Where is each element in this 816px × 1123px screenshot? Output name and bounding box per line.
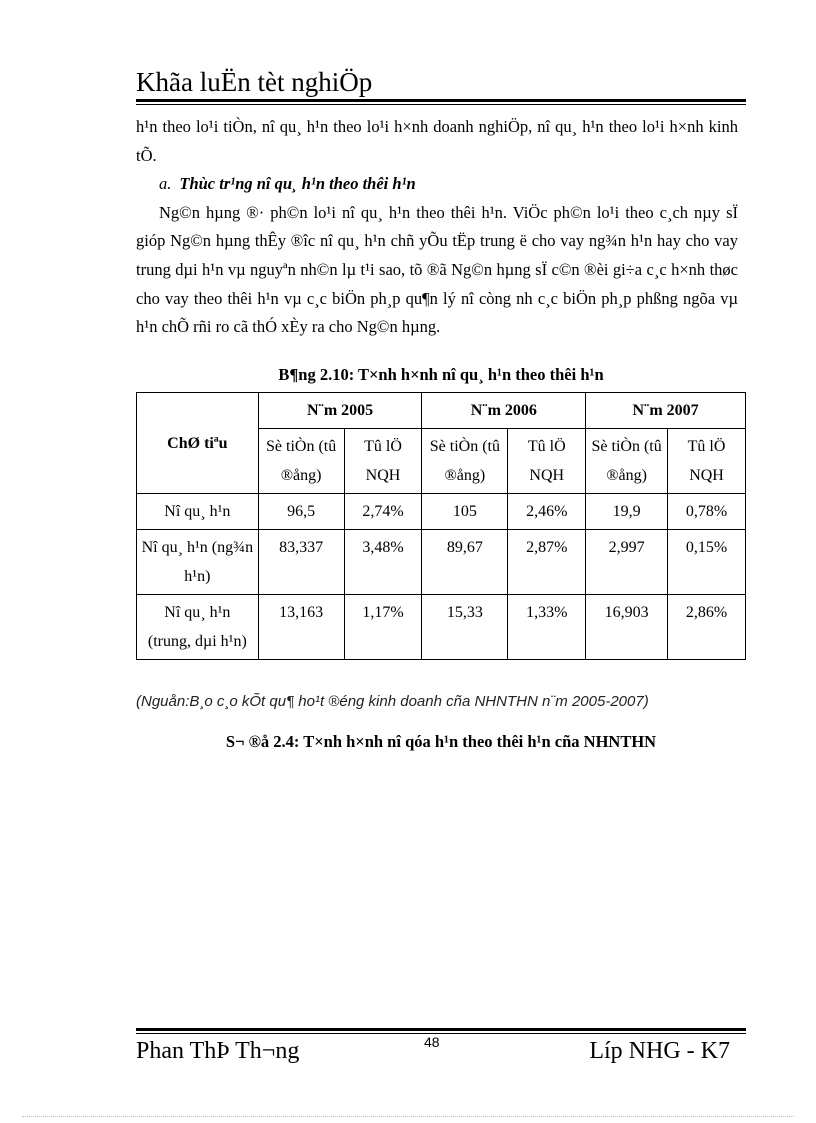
section-marker: a.: [159, 174, 172, 194]
page-edge-divider: [22, 1116, 794, 1117]
overdue-debt-table: [136, 392, 746, 660]
footer-rule-thick: [136, 1028, 746, 1031]
year-header: N¨m 2006: [422, 393, 586, 429]
footer-class: Líp NHG - K7: [589, 1038, 730, 1064]
table-cell: 0,15%: [668, 530, 746, 595]
header-rule-thick: [136, 99, 746, 102]
sub-header-ratio: Tû lÖ NQH: [344, 429, 422, 494]
row-label: Nî qu¸ h¹n (trung, dµi h¹n): [137, 595, 259, 660]
section-heading-text: Thùc tr¹ng nî qu¸ h¹n theo thêi h¹n: [179, 174, 416, 194]
chart-title: S¬ ®å 2.4: T×nh h×nh nî qóa h¹n theo thêi h¹n cña NHNTHN: [225, 732, 657, 751]
table-cell: 16,903: [586, 595, 668, 660]
footer-author: Phan ThÞ Th¬ng: [136, 1038, 300, 1064]
table-cell: 2,87%: [508, 530, 586, 595]
table-row: [137, 530, 746, 595]
table-cell: 2,46%: [508, 494, 586, 530]
table-cell: 3,48%: [344, 530, 422, 595]
table-cell: 13,163: [258, 595, 344, 660]
sub-header-amount: Sè tiÒn (tû ®ång): [586, 429, 668, 494]
table-cell: 89,67: [422, 530, 508, 595]
table-cell: 2,86%: [668, 595, 746, 660]
table-cell: 2,74%: [344, 494, 422, 530]
sub-header-ratio: Tû lÖ NQH: [508, 429, 586, 494]
body-text: [136, 113, 738, 342]
section-heading: [159, 170, 738, 199]
table-header-row-years: [137, 393, 746, 429]
table-row: [137, 595, 746, 660]
document-header-title: Khãa luËn tèt nghiÖp: [136, 67, 373, 97]
table-cell: 83,337: [258, 530, 344, 595]
table-cell: 0,78%: [668, 494, 746, 530]
row-label: Nî qu¸ h¹n (ng¾n h¹n): [137, 530, 259, 595]
table-cell: 1,17%: [344, 595, 422, 660]
table-cell: 1,33%: [508, 595, 586, 660]
table-cell: 15,33: [422, 595, 508, 660]
corner-header: ChØ tiªu: [137, 393, 259, 494]
table-row: [137, 494, 746, 530]
table-cell: 2,997: [586, 530, 668, 595]
paragraph-continuation: h¹n theo lo¹i tiÒn, nî qu¸ h¹n theo lo¹i h×nh doanh nghiÖp, nî qu¸ h¹n theo lo¹i h×nh kinh tÕ.: [136, 117, 738, 165]
year-header: N¨m 2007: [586, 393, 746, 429]
sub-header-amount: Sè tiÒn (tû ®ång): [258, 429, 344, 494]
header-rule-thin: [136, 104, 746, 105]
footer-rule-thin: [136, 1033, 746, 1034]
table-source-note: (Nguån:B¸o c¸o kÕt qu¶ ho¹t ®éng kinh doanh cña NHNTHN n¨m 2005-2007): [136, 693, 649, 710]
page-number: 48: [424, 1034, 440, 1050]
sub-header-ratio: Tû lÖ NQH: [668, 429, 746, 494]
table-cell: 105: [422, 494, 508, 530]
table-caption: B¶ng 2.10: T×nh h×nh nî qu¸ h¹n theo thêi h¹n: [278, 365, 604, 384]
sub-header-amount: Sè tiÒn (tû ®ång): [422, 429, 508, 494]
table-cell: 19,9: [586, 494, 668, 530]
row-label: Nî qu¸ h¹n: [137, 494, 259, 530]
year-header: N¨m 2005: [258, 393, 422, 429]
paragraph-body: Ng©n hµng ®· ph©n lo¹i nî qu¸ h¹n theo thêi h¹n. ViÖc ph©n lo¹i theo c¸ch nµy sÏ gióp Ng©n hµng thÊy ®îc nî qu¸ h¹n chñ yÕu tËp trung ë cho vay ng¾n h¹n hay cho vay trung dµi h¹n vµ nguyªn nh©n lµ t¹i sao, tõ ®ã Ng©n hµng sÏ c©n ®èi gi÷a c¸c h×nh thøc cho vay theo thêi h¹n vµ c¸c biÖn ph¸p qu¶n lý nî còng nh c¸c biÖn ph¸p phßng ngõa vµ h¹n chÕ rñi ro cã thÓ xÈy ra cho Ng©n hµng.: [136, 202, 738, 337]
table-cell: 96,5: [258, 494, 344, 530]
